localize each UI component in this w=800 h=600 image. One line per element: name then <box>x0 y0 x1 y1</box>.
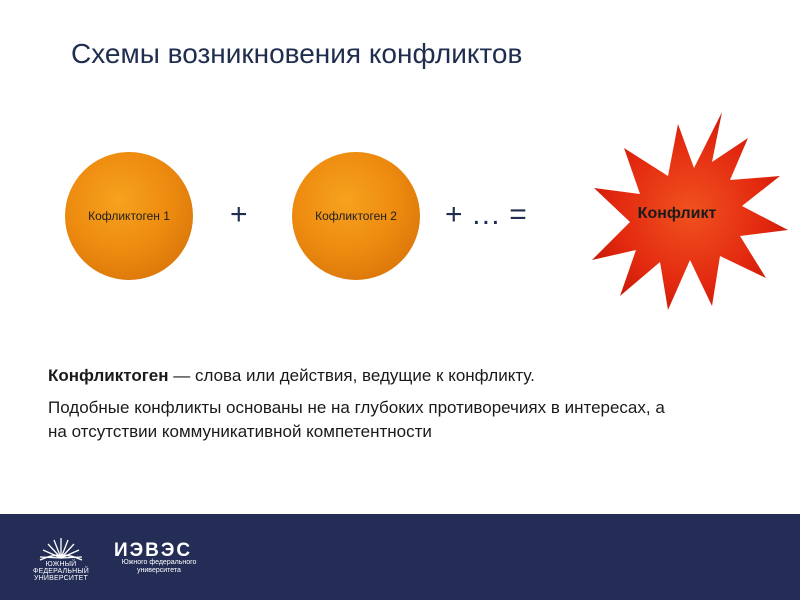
institute-logo-name: ИЭВЭС <box>114 540 193 561</box>
sfu-logo-text <box>24 561 98 582</box>
conflictogen-1-circle <box>65 152 193 280</box>
conflictogen-2-label: Кофликтоген 2 <box>315 209 397 223</box>
conflict-result-label: Конфликт <box>637 205 717 222</box>
definition-text-block <box>48 364 688 452</box>
note-paragraph: Подобные конфликты основаны не на глубоких противоречиях в интересах, а на отсутствии коммуникативной компетентности <box>48 398 665 441</box>
conflictogen-1-label: Кофликтоген 1 <box>88 209 170 223</box>
sfu-line-2: ФЕДЕРАЛЬНЫЙ <box>32 568 90 575</box>
plus-operator: + <box>230 198 248 231</box>
plus-ellipsis-equals-operator: + … = <box>445 198 527 231</box>
sfu-line-3: УНИВЕРСИТЕТ <box>34 575 88 582</box>
conflictogen-2-circle <box>292 152 420 280</box>
slide-title: Схемы возникновения конфликтов <box>71 38 523 69</box>
definition-term: Конфликтоген <box>48 366 169 385</box>
definition-rest: — слова или действия, ведущие к конфликту. <box>168 366 535 385</box>
institute-logo-subtitle: Южного федерального университета <box>121 559 197 574</box>
sfu-line-1: ЮЖНЫЙ <box>45 561 77 568</box>
definition-paragraph <box>48 364 688 388</box>
